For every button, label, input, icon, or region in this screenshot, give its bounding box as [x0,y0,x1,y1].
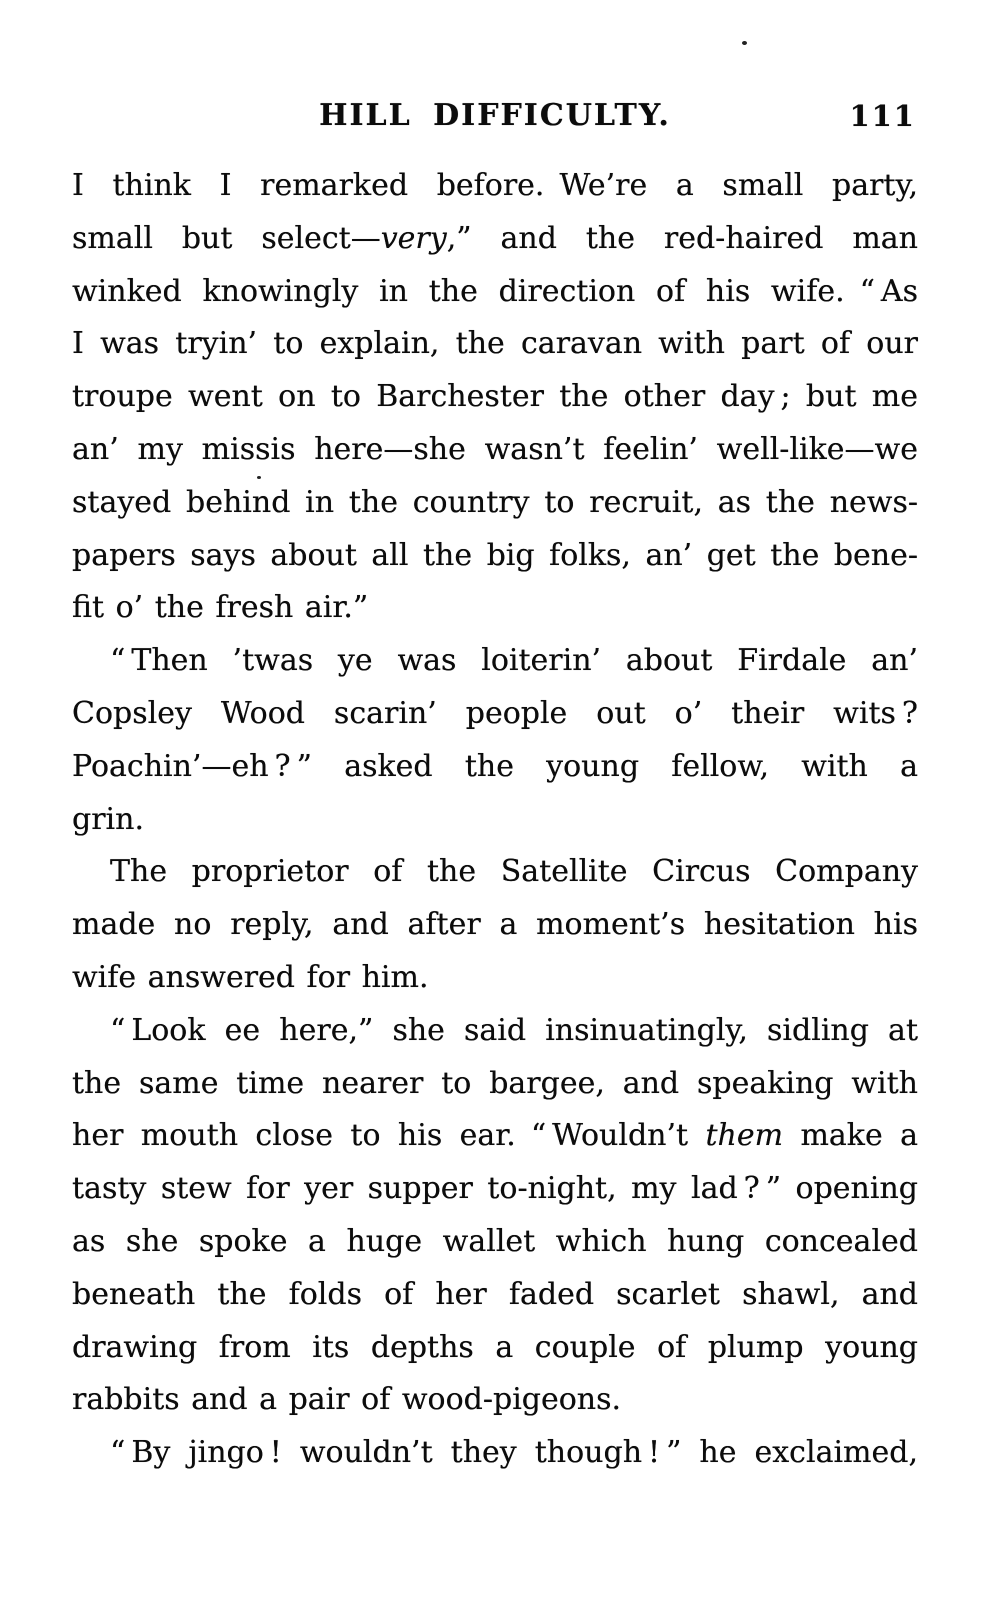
italic-text: them [705,1118,784,1154]
text-line [72,846,918,899]
text-segment: make a [783,1118,918,1154]
paragraph [72,635,918,846]
text-segment: winked knowingly in the direction of his wife. “ As [72,273,918,309]
text-segment: Poachin’—eh ? ” asked the young fellow, with a [72,748,918,784]
text-segment: fit o’ the fresh air.” [72,590,369,626]
page-title: HILL DIFFICULTY. [319,98,671,133]
text-line [72,582,918,635]
italic-text: very [380,220,447,256]
text-line [72,1427,918,1480]
text-segment: small but select— [72,220,381,256]
text-segment: grin. [72,801,144,837]
text-segment: tasty stew for yer supper to-night, my lad ? ” opening [72,1171,918,1207]
text-line [72,1269,918,1322]
text-line [72,635,918,688]
text-segment: the same time nearer to bargee, and speaking with [72,1065,918,1101]
text-line [72,899,918,952]
scan-artifact-dot [742,41,747,45]
text-line [72,1058,918,1111]
text-line [72,741,918,794]
text-line [72,530,918,583]
paragraph [72,846,918,1004]
text-segment: The proprietor of the Satellite Circus Company [110,854,918,890]
text-line [72,952,918,1005]
text-segment: “ Then ’twas ye was loiterin’ about Firdale an’ [110,643,918,679]
text-line [72,1163,918,1216]
text-segment: an’ my missis here—she wasn’t feelin’ well-like—we [72,431,918,467]
text-segment: Copsley Wood scarin’ people out o’ their wits ? [72,695,918,731]
text-line [72,1322,918,1375]
text-line [72,424,918,477]
text-line [72,794,918,847]
text-segment: “ By jingo ! wouldn’t they though ! ” he exclaimed, [110,1435,918,1471]
page-body [72,160,918,1480]
page-number: 111 [849,99,916,133]
text-line [72,318,918,371]
paragraph [72,160,918,635]
text-segment: rabbits and a pair of wood-pigeons. [72,1382,622,1418]
text-line [72,266,918,319]
text-line [72,213,918,266]
text-segment: “ Look ee here,” she said insinuatingly, sidling at [110,1012,918,1048]
text-line [72,371,918,424]
scan-artifact-dot [257,476,261,479]
text-line [72,477,918,530]
text-segment: as she spoke a huge wallet which hung concealed [72,1223,918,1259]
running-header [72,99,918,137]
text-segment: her mouth close to his ear. “ Wouldn’t [72,1118,706,1154]
text-line [72,1216,918,1269]
paragraph [72,1427,918,1480]
text-line [72,1374,918,1427]
text-line [72,1005,918,1058]
text-line [72,688,918,741]
text-segment: I was tryin’ to explain, the caravan with part of our [72,326,918,362]
text-segment: troupe went on to Barchester the other day ; but me [72,379,918,415]
text-segment: I think I remarked before. We’re a small party, [72,168,918,203]
text-segment: made no reply, and after a moment’s hesitation his [72,907,918,943]
text-line [72,160,918,213]
text-segment: papers says about all the big folks, an’ get the bene- [72,537,918,573]
text-segment: stayed behind in the country to recruit, as the news- [72,484,918,520]
text-segment: drawing from its depths a couple of plump young [72,1329,918,1365]
paragraph [72,1005,918,1427]
text-segment: beneath the folds of her faded scarlet shawl, and [72,1276,918,1312]
text-segment: ,” and the red-haired man [446,220,918,256]
text-line [72,1110,918,1163]
text-segment: wife answered for him. [72,959,429,995]
